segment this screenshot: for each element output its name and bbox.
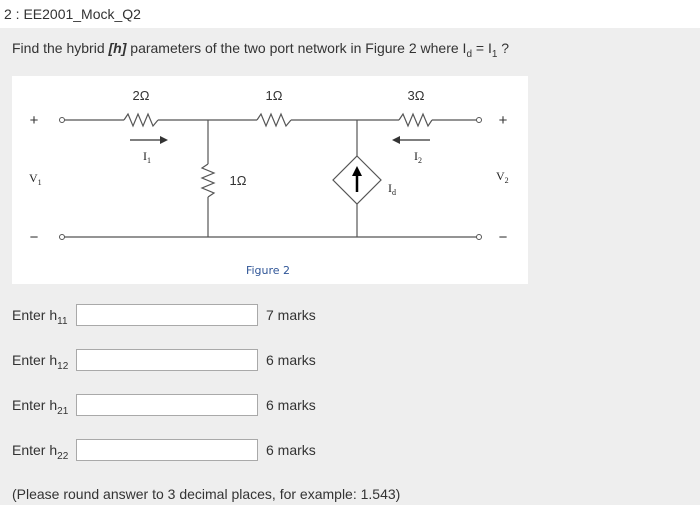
h-matrix-symbol: [h] <box>108 40 127 56</box>
i2-arrow-head <box>392 136 400 144</box>
question-header: 2 : EE2001_Mock_Q2 <box>0 0 700 28</box>
label-r-left: 2Ω <box>132 88 150 103</box>
h21-marks: 6 marks <box>266 397 316 413</box>
i1-arrow-head <box>160 136 168 144</box>
h22-label: Enter $h_{22}$ <box>12 442 69 462</box>
label-r-right: 3Ω <box>407 88 425 103</box>
question-text: Find the hybrid [h] parameters of the two port network in Figure 2 where $I_d = I_1$ ? <box>12 40 510 60</box>
terminal-2-top <box>477 118 482 123</box>
h11-marks: 7 marks <box>266 307 316 323</box>
terminal-1-bottom <box>60 235 65 240</box>
h11-label: Enter $h_{11}$ <box>12 307 68 327</box>
label-minus-left: − <box>29 229 39 246</box>
label-r-mid: 1Ω <box>265 88 283 103</box>
resistor-1ohm-shunt <box>202 164 214 197</box>
h21-label: Enter $h_{21}$ <box>12 397 69 417</box>
resistor-1ohm-series <box>257 114 291 126</box>
source-arrow-head <box>352 166 362 176</box>
h12-marks: 6 marks <box>266 352 316 368</box>
resistor-2ohm <box>124 114 158 126</box>
terminal-1-top <box>60 118 65 123</box>
circuit-figure <box>12 76 528 284</box>
h22-input[interactable] <box>76 439 258 461</box>
label-id: $I_d$ <box>388 181 396 197</box>
figure-caption: Figure 2 <box>245 264 291 277</box>
h11-input[interactable] <box>76 304 258 326</box>
label-minus-right: − <box>498 229 508 246</box>
label-v1: $V_1$ <box>29 171 42 187</box>
h22-marks: 6 marks <box>266 442 316 458</box>
label-r-shunt: 1Ω <box>229 173 247 188</box>
h12-input[interactable] <box>76 349 258 371</box>
label-plus-left: + <box>29 112 39 129</box>
label-i2: $I_2$ <box>414 149 422 165</box>
resistor-3ohm <box>399 114 432 126</box>
label-plus-right: + <box>498 112 508 129</box>
label-v2: $V_2$ <box>496 169 509 185</box>
terminal-2-bottom <box>477 235 482 240</box>
h12-label: Enter $h_{12}$ <box>12 352 69 372</box>
h21-input[interactable] <box>76 394 258 416</box>
label-i1: $I_1$ <box>143 149 151 165</box>
circuit-diagram <box>12 76 528 284</box>
rounding-note: (Please round answer to 3 decimal places, for example: 1.543) <box>12 486 401 502</box>
